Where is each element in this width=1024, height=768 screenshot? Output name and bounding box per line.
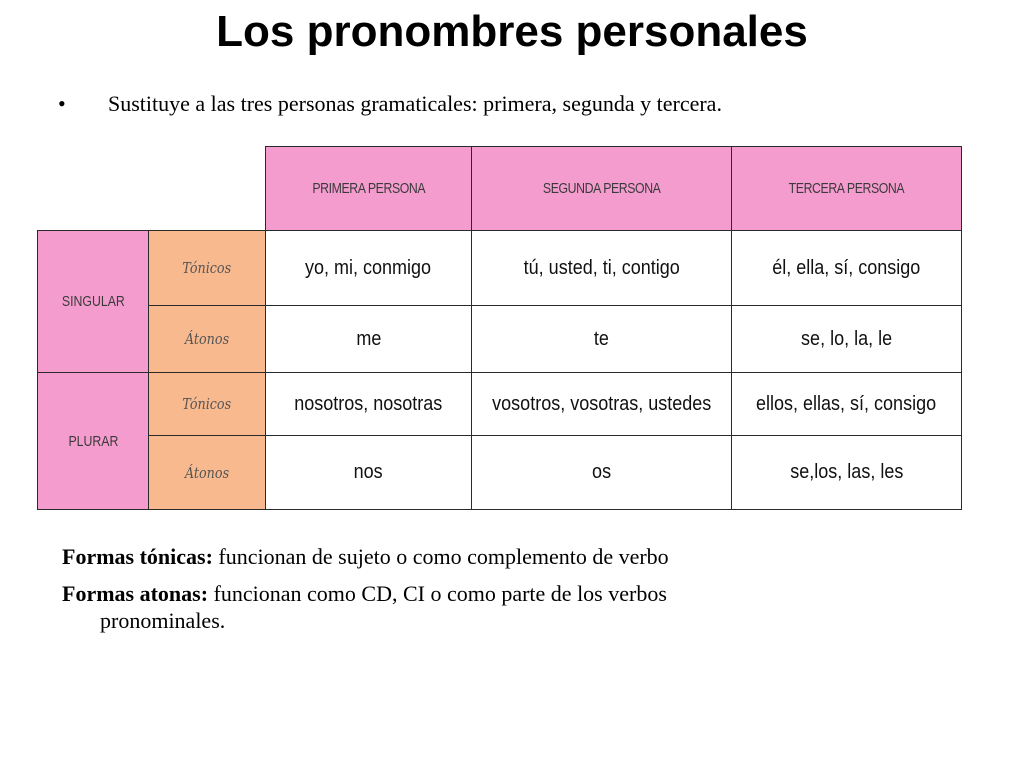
- pronoun-table: [37, 146, 962, 510]
- form-label-tonicos: [148, 230, 266, 306]
- table-cell: [471, 372, 732, 436]
- table-cell: [471, 230, 732, 306]
- cell-text: os: [591, 461, 612, 483]
- table-cell: [471, 435, 732, 510]
- table-cell: [265, 372, 472, 436]
- note-text: funcionan de sujeto o como complemento de verbo: [212, 544, 669, 569]
- cell-text: se,los, las, les: [789, 461, 904, 483]
- column-header-segunda: [471, 146, 732, 231]
- cell-text: se, lo, la, le: [800, 327, 893, 350]
- column-header-label: PRIMERA PERSONA: [312, 180, 425, 197]
- note-term: Formas tónicas:: [62, 544, 213, 569]
- group-header-plurar: [37, 372, 149, 510]
- note-text: funcionan como CD, CI o como parte de los verbos: [208, 581, 667, 606]
- cell-text: tú, usted, ti, contigo: [523, 256, 680, 279]
- group-header-singular: [37, 230, 149, 373]
- group-header-label: SINGULAR: [61, 293, 125, 310]
- column-header-label: TERCERA PERSONA: [788, 180, 905, 197]
- cell-text: te: [593, 327, 610, 350]
- form-label-text: Átonos: [184, 330, 230, 348]
- form-label-atonos: [148, 305, 266, 373]
- cell-text: nosotros, nosotras: [294, 392, 443, 415]
- cell-text: él, ella, sí, consigo: [772, 256, 921, 279]
- cell-text: me: [355, 327, 382, 350]
- bullet-icon: •: [58, 91, 66, 116]
- form-label-text: Tónicos: [182, 259, 232, 277]
- cell-text: nos: [353, 461, 384, 483]
- table-cell: [265, 305, 472, 373]
- note-continuation: pronominales.: [100, 608, 226, 633]
- column-header-tercera: [731, 146, 962, 231]
- form-label-text: Átonos: [184, 463, 230, 482]
- cell-text: yo, mi, conmigo: [305, 256, 432, 279]
- form-label-atonos: [148, 435, 266, 510]
- note-term: Formas atonas:: [62, 581, 209, 606]
- table-cell: [731, 305, 962, 373]
- form-label-text: Tónicos: [182, 395, 232, 413]
- table-cell: [731, 230, 962, 306]
- table-cell: [471, 305, 732, 373]
- slide-title: Los pronombres personales: [216, 7, 808, 56]
- table-cell: [731, 435, 962, 510]
- table-cell: [265, 435, 472, 510]
- cell-text: vosotros, vosotras, ustedes: [491, 392, 712, 415]
- table-cell: [731, 372, 962, 436]
- column-header-label: SEGUNDA PERSONA: [542, 180, 661, 197]
- group-header-label: PLURAR: [68, 432, 118, 450]
- note-tonicas: [62, 538, 992, 575]
- cell-text: ellos, ellas, sí, consigo: [756, 392, 937, 415]
- table-cell: [265, 230, 472, 306]
- notes: [62, 538, 992, 636]
- bullet-text: Sustituye a las tres personas gramaticales: primera, segunda y tercera.: [108, 91, 722, 116]
- column-header-primera: [265, 146, 472, 231]
- form-label-tonicos: [148, 372, 266, 436]
